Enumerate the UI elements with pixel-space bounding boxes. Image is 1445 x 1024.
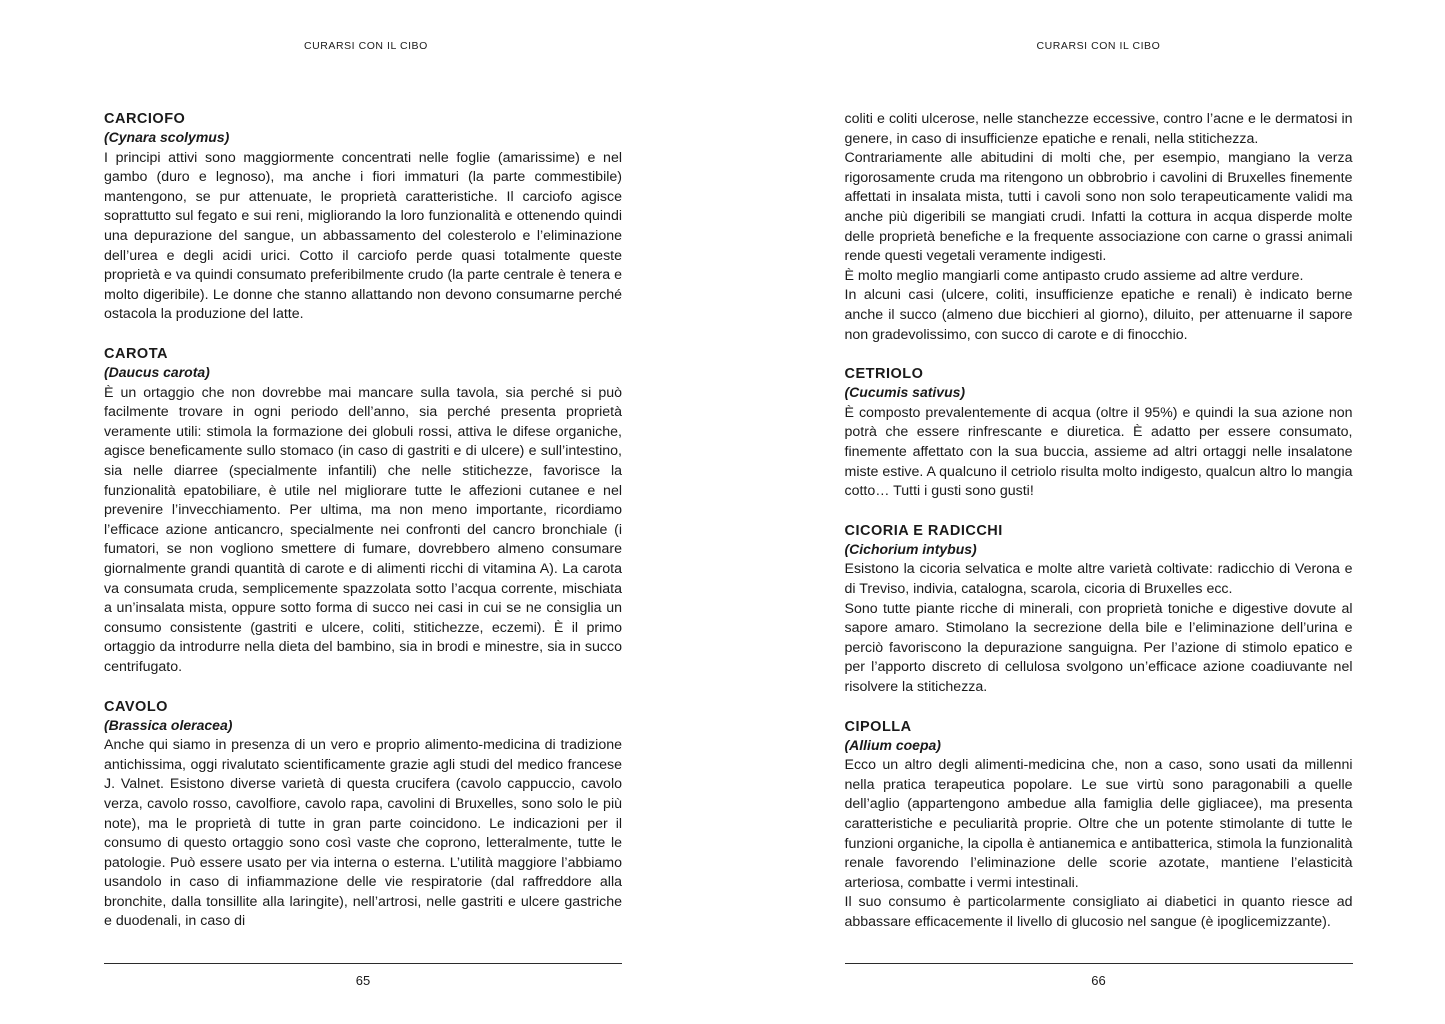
running-head-right: CURARSI CON IL CIBO [1036, 40, 1161, 52]
entry-paragraph: I principi attivi sono maggiormente concentrati nelle foglie (amarissime) e nel gambo (duro e legnoso), ma anche i fiori immaturi (la parte commestibile) mantengono, se pur attenuate, le proprietà caratteristiche. Il carciofo agisce soprattutto sul fegato e sui reni, migliorando la loro funzionalità e ottenendo quindi una depurazione del sangue, un abbassamento del colesterolo e l’eliminazione dell’urea e degli acidi urici. Cotto il carciofo perde quasi totalmente queste proprietà e va quindi consumato preferibilmente crudo (la parte centrale è tenera e molto digeribile). Le donne che stanno allattando non devono consumarne perché ostacola la produzione del latte. [104, 149, 622, 323]
footer-divider [104, 963, 622, 964]
page-left-content [104, 40, 622, 988]
entry-title: CETRIOLO [844, 366, 924, 383]
entry-paragraph: In alcuni casi (ulcere, coliti, insufficienze epatiche e renali) è indicato berne anche il succo (almeno due bicchieri al giorno), diluito, per attenuarne il sapore non gradevolissimo, con succo di carote e di finocchio. [844, 287, 1353, 343]
entry-cavolo-continued [845, 110, 1353, 345]
entry-title: CARCIOFO [104, 111, 186, 127]
entry-latin-name: (Daucus carota) [104, 364, 210, 381]
entry-paragraph: È molto meglio mangiarli come antipasto crudo assieme ad altre verdure. [844, 267, 1304, 284]
entry-title: CAVOLO [104, 698, 168, 715]
entry-paragraph: È composto prevalentemente di acqua (oltre il 95%) e quindi la sua azione non potrà che essere rinfrescante e diuretica. È adatto per essere consumato, finemente affettato con la sua buccia, assieme ad altri ortaggi nelle insalatone miste estive. A qualcuno il cetriolo risulta molto indigesto, qualcun altro lo mangia cotto… Tutti i gusti sono gusti! [844, 404, 1353, 500]
entry-paragraph: coliti e coliti ulcerose, nelle stanchezze eccessive, contro l’acne e le dermatosi in genere, in caso di insufficienze epatiche e renali, nella stitichezza. [844, 111, 1353, 147]
entry-paragraph: È un ortaggio che non dovrebbe mai mancare sulla tavola, sia perché si può facilmente trovare in ogni periodo dell’anno, sia perché presenta proprietà veramente utili: stimola la formazione dei globuli rossi, attiva le difese organiche, agisce beneficamente sullo stomaco (in caso di gastriti e di ulcere) e sull’intestino, sia nelle diarree (specialmente infantili) che nelle stitichezze, favorisce la funzionalità epatobiliare, è utile nel migliorare tutte le affezioni cutanee e nel prevenire l’invecchiamento. Per ultima, ma non meno importante, ricordiamo l’efficace azione anticancro, specialmente nei confronti del cancro bronchiale (i fumatori, se non vogliono smettere di fumare, dovrebbero almeno consumare giornalmente grandi quantità di carote e di alimenti ricchi di vitamina A). La carota va consumata cruda, semplicemente spazzolata sotto l’acqua corrente, mischiata a un’insalata mista, oppure sotto forma di succo nei casi in cui se ne consiglia un consumo consistente (gastriti e ulcere, coliti, stitichezze, eczemi). È il primo ortaggio da introdurre nella dieta del bambino, sia in brodi e minestre, sia in succo centrifugato. [104, 384, 622, 675]
page-right-footer [845, 963, 1353, 988]
entry-latin-name: (Cucumis sativus) [844, 384, 966, 401]
entry-cetriolo [845, 365, 1353, 502]
entry-latin-name: (Brassica oleracea) [104, 716, 233, 733]
entry-cicoria-e-radicchi [845, 522, 1353, 698]
page-number-right: 66 [1091, 973, 1106, 988]
entry-latin-name: (Cichorium intybus) [844, 540, 977, 557]
page-right-content [845, 40, 1353, 988]
entry-paragraph: Ecco un altro degli alimenti-medicina che, non a caso, sono usati da millenni nella pratica terapeutica popolare. Le sue virtù sono paragonabili a quelle dell’aglio (appartengono ambedue alla famiglia delle gigliacee), ma presenta caratteristiche e peculiarità proprie. Oltre che un potente stimolante di tutte le funzioni organiche, la cipolla è antianemica e antibatterica, stimola la funzionalità renale favorendo l’eliminazione delle scorie azotate, mantiene l’elasticità arteriosa, combatte i vermi intestinali. [844, 757, 1353, 891]
entry-carciofo [104, 110, 622, 325]
page-left-footer [104, 963, 622, 988]
entry-cavolo [104, 698, 622, 933]
entry-paragraph: Anche qui siamo in presenza di un vero e proprio alimento-medicina di tradizione antichissima, oggi rivalutato scientificamente grazie agli studi del medico francese J. Valnet. Esistono diverse varietà di questa crucifera (cavolo cappuccio, cavolo verza, cavolo rosso, cavolfiore, cavolo rapa, cavolini di Bruxelles, sono solo le più note), ma le proprietà di tutte in gran parte coincidono. Le indicazioni per il consumo di questo ortaggio sono così vaste che coprono, letteralmente, tutte le patologie. Può essere usato per via interna o esterna. L’utilità maggiore l’abbiamo usandolo in caso di infiammazione delle vie respiratorie (dal raffreddore alla bronchite, dalla tonsillite alla laringite), nell’artrosi, nelle gastriti e ulcere gastriche e duodenali, in caso di [104, 737, 622, 930]
entry-cipolla [845, 718, 1353, 933]
running-head-left: CURARSI CON IL CIBO [304, 40, 428, 52]
entry-paragraph: Contrariamente alle abitudini di molti che, per esempio, mangiano la verza rigorosamente cruda ma ritengono un obbrobrio i cavolini di Bruxelles finemente affettati in insalata mista, tutti i cavoli sono non solo terapeuticamente validi ma anche più digeribili se mangiati crudi. Infatti la cottura in acqua disperde molte delle proprietà benefiche e la frequente associazione con carne o grassi animali rende questi vegetali veramente indigesti. [844, 150, 1353, 265]
entry-latin-name: (Cynara scolymus) [104, 129, 230, 146]
entry-latin-name: (Allium coepa) [844, 736, 941, 753]
entry-paragraph: Il suo consumo è particolarmente consigliato ai diabetici in quanto riesce ad abbassare efficacemente il livello di glucosio nel sangue (è ipoglicemizzante). [844, 894, 1353, 930]
footer-divider [845, 963, 1353, 964]
entry-title: CICORIA E RADICCHI [844, 522, 1003, 539]
entry-paragraph: Esistono la cicoria selvatica e molte altre varietà coltivate: radicchio di Verona e di Treviso, indivia, catalogna, scarola, cicoria di Bruxelles ecc. [844, 561, 1353, 597]
entry-title: CIPOLLA [844, 718, 912, 735]
entry-paragraph: Sono tutte piante ricche di minerali, con proprietà toniche e digestive dovute al sapore amaro. Stimolano la secrezione della bile e l’eliminazione dell’urina e perciò favoriscono la depurazione sanguigna. Per l’azione di stimolo epatico e per l’apporto discreto di cellulosa svolgono un’efficace azione coadiuvante nel risolvere la stitichezza. [844, 600, 1353, 695]
page-number-left: 65 [355, 973, 371, 988]
page-right [723, 0, 1445, 1024]
entry-carota [104, 345, 622, 678]
entry-title: CAROTA [104, 345, 168, 362]
